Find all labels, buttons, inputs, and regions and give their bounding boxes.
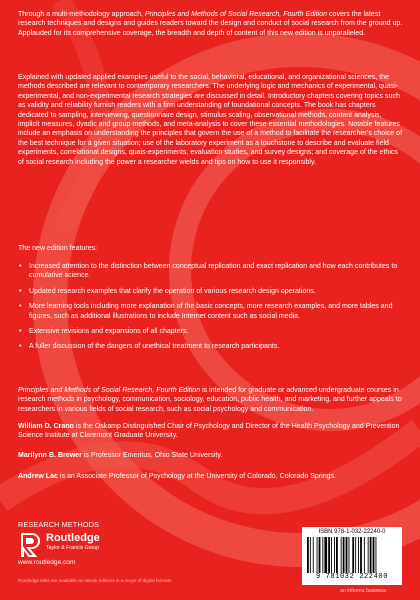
barcode-bar xyxy=(373,537,375,573)
intro-paragraph xyxy=(18,10,404,38)
publisher-name: Routledge xyxy=(46,532,100,544)
routledge-logo-icon xyxy=(18,532,42,558)
audience-text: is intended for graduate or advanced undergraduate courses in research methods in psychology, communication, sociology, education, public health, and marketing, and further appeals to researchers in various fields of social research, such as social psychology and communication. xyxy=(18,387,402,413)
barcode-bar xyxy=(331,537,332,573)
author-bio-lac xyxy=(18,472,404,481)
author-bio-text: is an Associate Professor of Psychology at the University of Colorado, Colorado Springs. xyxy=(57,473,337,480)
description-paragraph: Explained with updated applied examples useful to the social, behavioral, educational, and organizational sciences, the methods described are relevant to contemporary researchers. The underlying logic and mechanics of experimental, quasi-experimental, and non-experimental research strategies are discussed in detail. Introductory chapters covering topics such as validity and reliability furnish readers with a firm understanding of foundational concepts. The book has chapters dedicated to sampling, interviewing, questionnaire design, stimulus scaling, observational methods, content analysis, implicit measures, dyadic and group methods, and meta-analysis to cover these essential methodologies. Notable features include an emphasis on understanding the principles that govern the use of a method to facilitate the researcher’s choice of the best technique for a given situation; use of the laboratory experiment as a touchstone to describe and evaluate field experiments, correlational designs, quais-experiments, evaluation studies, and survey designs; and coverage of the ethics of social research including the power a researcher wields and tips on how to use it responsibly. xyxy=(18,74,403,166)
barcode-bar xyxy=(368,537,369,573)
publisher-group: Taylor & Francis Group xyxy=(46,545,100,551)
features-lead: The new edition features: xyxy=(18,245,98,252)
barcode-bar xyxy=(319,537,321,573)
series-label: RESEARCH METHODS xyxy=(18,520,100,529)
audience-paragraph xyxy=(18,386,404,414)
informa-tagline: an informa business xyxy=(340,588,387,594)
barcode-bar xyxy=(317,537,318,573)
barcode-bar xyxy=(310,537,311,573)
ebook-note: Routledge titles are available as eBook editions in a range of digital formats xyxy=(18,578,172,583)
author-name: William D. Crano xyxy=(18,423,74,430)
publisher-url: www.routledge.com xyxy=(18,559,76,566)
barcode-bar xyxy=(376,537,377,573)
barcode-bar xyxy=(336,537,338,573)
author-name: Andrew Lac xyxy=(18,473,58,480)
barcode-bar xyxy=(322,537,323,573)
author-bio-text: is Professor Emeritus, Ohio State University. xyxy=(81,452,223,459)
barcode-bar xyxy=(355,537,356,573)
barcode-bar xyxy=(349,537,350,573)
barcode-bar xyxy=(358,537,359,573)
feature-item: • Updated research examples that clarify the operation of various research design operations. xyxy=(18,287,404,296)
isbn-label: ISBN 978-1-032-22240-0 xyxy=(318,529,386,535)
barcode-digits: 9 781032 222400 xyxy=(315,573,388,581)
barcode-bar xyxy=(307,537,309,573)
barcode-bar xyxy=(360,537,362,573)
book-title-italic: Principles and Methods of Social Research, Fourth Edition xyxy=(144,11,328,18)
author-bio-text: is the Oskamp Distinguished Chair of Psychology and Director of the Health Psychology and Prevention Science Institute at Claremont Graduate University. xyxy=(18,423,400,440)
feature-item: • A fuller discussion of the dangers of unethical treatment to research participants. xyxy=(18,342,404,351)
barcode-bar xyxy=(370,537,372,573)
intro-text-start: Through a multi-methodology approach, xyxy=(18,11,145,18)
barcode-bar xyxy=(328,537,330,573)
barcode-bar xyxy=(313,537,314,573)
audience-book-title: Principles and Methods of Social Research, Fourth Edition xyxy=(18,387,201,394)
barcode-bar xyxy=(341,537,342,573)
barcode-bar xyxy=(346,537,348,573)
barcode-bar xyxy=(334,537,335,573)
feature-item: • Extensive revisions and expansions of all chapters. xyxy=(18,327,404,336)
feature-item: • More learning tools including more explanation of the basic concepts, more research examples, and more tables and figures, such as additional illustrations to include Internet content such as social media. xyxy=(18,302,404,321)
author-name: Marilynn B. Brewer xyxy=(18,452,82,459)
barcode-bar xyxy=(324,537,327,573)
feature-item: • Increased attention to the distinction between conceptual replication and exact replication and how each contributes to cumulative science. xyxy=(18,262,404,281)
features-list xyxy=(18,262,404,358)
author-bio-crano xyxy=(18,422,404,441)
barcode-bar xyxy=(343,537,345,573)
barcode-bar xyxy=(352,537,354,573)
isbn-barcode xyxy=(302,527,402,585)
author-bio-brewer xyxy=(18,451,404,460)
intro-text-end: covers the latest research techniques and designs and guides readers toward the design and conduct of social research from the ground up. Applauded for its comprehensive coverage, the breadth and depth of content of this new edition is unparalleled. xyxy=(18,11,403,37)
barcode-bars xyxy=(306,537,398,573)
barcode-bar xyxy=(364,537,365,573)
